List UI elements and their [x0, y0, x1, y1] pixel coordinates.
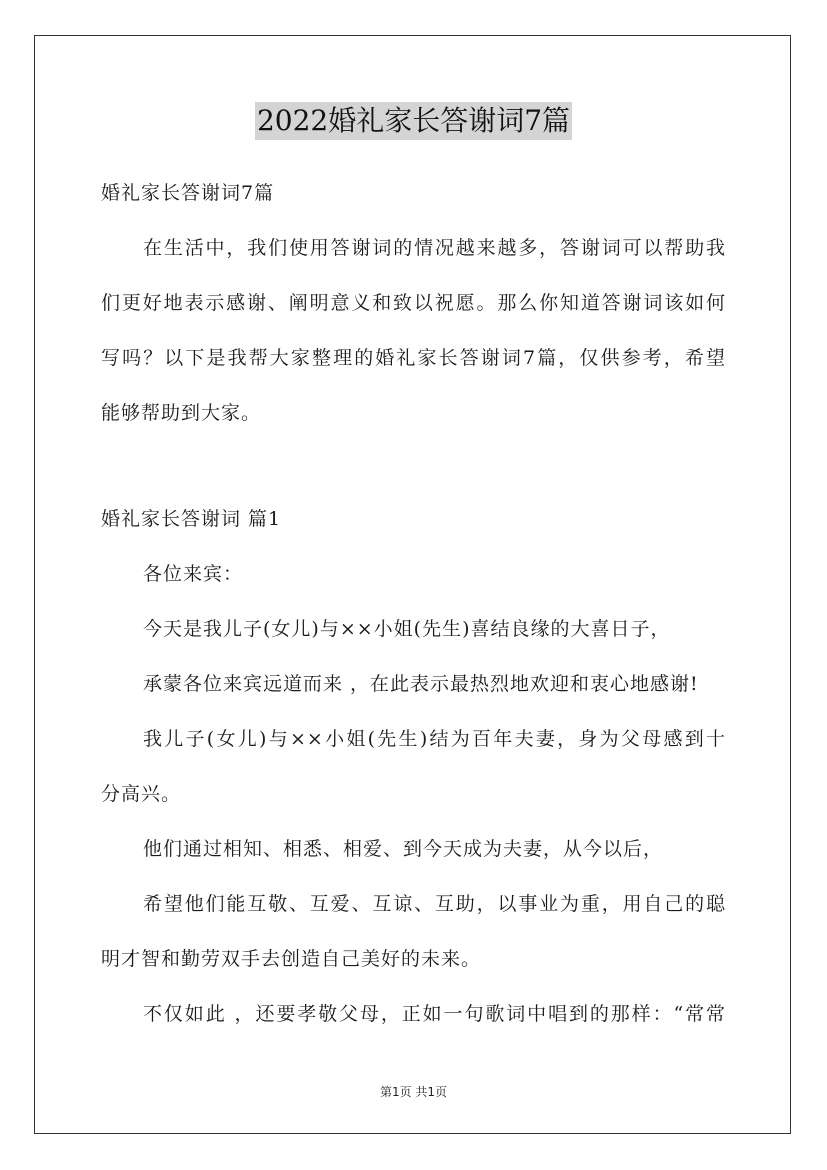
body-line: 各位来宾：	[143, 563, 244, 585]
body-line: 他们通过相知、相悉、相爱、到今天成为夫妻，从今以后，	[143, 838, 664, 860]
body-line: 分高兴。	[101, 783, 182, 805]
body-line: 明才智和勤劳双手去创造自己美好的未来。	[101, 948, 482, 970]
document-title: 2022婚礼家长答谢词7篇	[255, 102, 572, 140]
page-footer: 第1页 共1页	[379, 1085, 448, 1099]
intro-line: 写吗？以下是我帮大家整理的婚礼家长答谢词7篇，仅供参考，希望	[101, 347, 726, 369]
section-heading: 婚礼家长答谢词 篇1	[101, 508, 282, 530]
body-line: 希望他们能互敬、互爱、互谅、互助，以事业为重，用自己的聪	[143, 893, 726, 915]
title-container	[0, 102, 827, 140]
body-line: 不仅如此 ，还要孝敬父母，正如一句歌词中唱到的那样：“常常	[143, 1003, 726, 1025]
intro-line: 能够帮助到大家。	[101, 402, 262, 424]
body-line: 今天是我儿子(女儿)与××小姐(先生)喜结良缘的大喜日子，	[143, 618, 671, 640]
intro-line: 们更好地表示感谢、阐明意义和致以祝愿。那么你知道答谢词该如何	[101, 292, 726, 314]
body-line: 我儿子(女儿)与××小姐(先生)结为百年夫妻，身为父母感到十	[143, 728, 726, 750]
subtitle: 婚礼家长答谢词7篇	[101, 182, 275, 204]
body-line: 承蒙各位来宾远道而来 ，在此表示最热烈地欢迎和衷心地感谢!	[143, 673, 699, 695]
intro-line: 在生活中，我们使用答谢词的情况越来越多，答谢词可以帮助我	[143, 237, 726, 259]
